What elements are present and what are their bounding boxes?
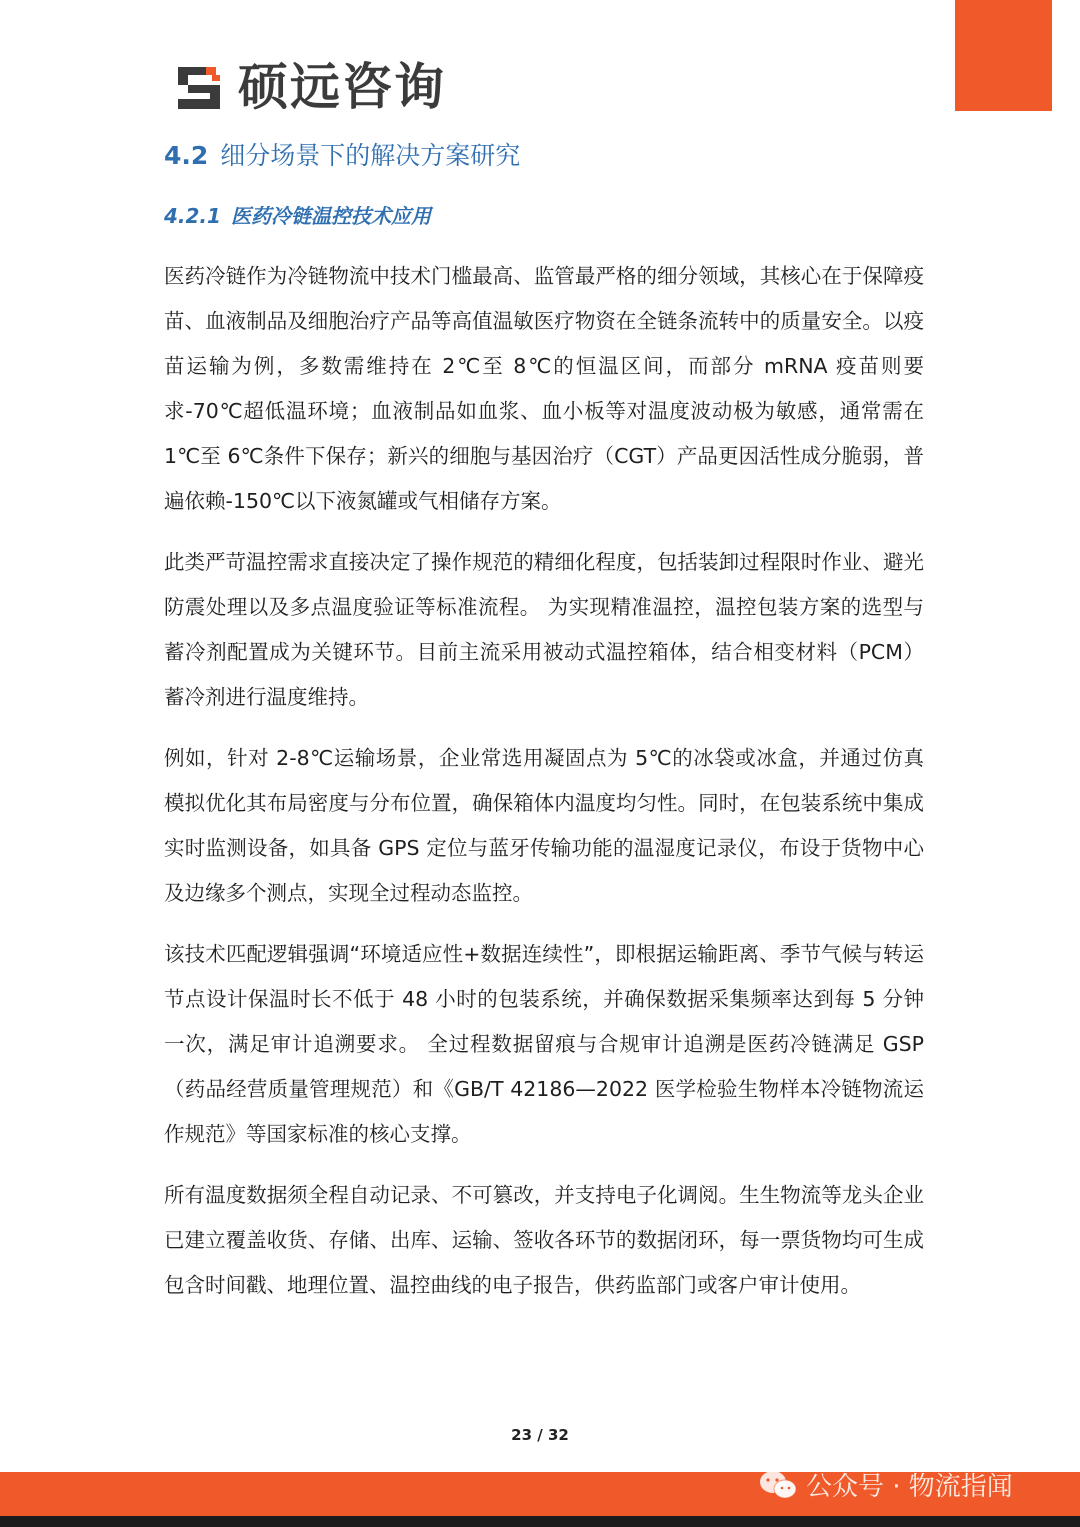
brand-logo <box>176 58 446 116</box>
paragraph: 例如，针对 2-8℃运输场景，企业常选用凝固点为 5℃的冰袋或冰盒，并通过仿真模拟优化其布局密度与分布位置，确保箱体内温度均匀性。同时，在包装系统中集成实时监测设备，如具备 GPS 定位与蓝牙传输功能的温湿度记录仪，布设于货物中心及边缘多个测点，实现全过程动态监控。 <box>164 746 924 905</box>
brand-s-mark-icon <box>176 61 228 113</box>
paragraph: 此类严苛温控需求直接决定了操作规范的精细化程度，包括装卸过程限时作业、避光防震处理以及多点温度验证等标准流程。 为实现精准温控，温控包装方案的选型与蓄冷剂配置成为关键环节。目前主流采用被动式温控箱体，结合相变材料（PCM）蓄冷剂进行温度维持。 <box>164 550 924 709</box>
paragraph: 所有温度数据须全程自动记录、不可篡改，并支持电子化调阅。生生物流等龙头企业已建立覆盖收货、存储、出库、运输、签收各环节的数据闭环，每一票货物均可生成包含时间戳、地理位置、温控曲线的电子报告，供药监部门或客户审计使用。 <box>164 1183 924 1297</box>
watermark-text: 公众号 · 物流指闻 <box>806 1472 1013 1502</box>
watermark <box>758 1466 1013 1503</box>
paragraph: 该技术匹配逻辑强调“环境适应性+数据连续性”，即根据运输距离、季节气候与转运节点设计保温时长不低于 48 小时的包装系统，并确保数据采集频率达到每 5 分钟一次，满足审计追溯要求。 全过程数据留痕与合规审计追溯是医药冷链满足 GSP（药品经营质量管理规范）和《GB/T 42186—2022 医学检验生物样本冷链物流运作规范》等国家标准的核心支撑。 <box>164 942 924 1146</box>
section-heading <box>164 138 520 174</box>
subsection-heading <box>164 200 431 232</box>
wechat-icon <box>758 1468 798 1502</box>
body-text <box>164 254 924 1324</box>
brand-name: 硕远咨询 <box>238 58 446 116</box>
section-title: 细分场景下的解决方案研究 <box>220 141 521 170</box>
section-number: 4.2 <box>164 141 209 170</box>
subsection-number: 4.2.1 <box>164 204 221 228</box>
paragraph: 医药冷链作为冷链物流中技术门槛最高、监管最严格的细分领域，其核心在于保障疫苗、血液制品及细胞治疗产品等高值温敏医疗物资在全链条流转中的质量安全。以疫苗运输为例，多数需维持在 2℃至 8℃的恒温区间，而部分 mRNA 疫苗则要求-70℃超低温环境；血液制品如血浆、血小板等对温度波动极为敏感，通常需在 1℃至 6℃条件下保存；新兴的细胞与基因治疗（CGT）产品更因活性成分脆弱，普遍依赖-150℃以下液氮罐或气相储存方案。 <box>164 264 924 513</box>
corner-accent-block <box>955 0 1052 111</box>
page-number: 23 / 32 <box>511 1426 569 1444</box>
subsection-title: 医药冷链温控技术应用 <box>230 204 431 228</box>
footer-bottom-strip <box>0 1516 1080 1527</box>
